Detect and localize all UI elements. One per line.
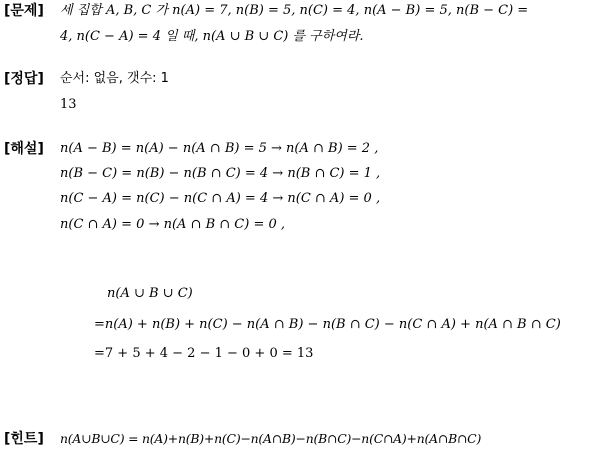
answer-order-count: 순서: 없음, 갯수: 1 xyxy=(60,71,169,86)
problem-line-2: 4, n(C − A) = 4 일 때, n(A ∪ B ∪ C) 를 구하여라. xyxy=(60,29,364,44)
calc-lhs: n(A ∪ B ∪ C) xyxy=(107,286,193,301)
answer-tag: [정답] xyxy=(4,71,44,87)
solution-line-3: n(C − A) = n(C) − n(C ∩ A) = 4 → n(C ∩ A) = 0 , xyxy=(60,191,381,206)
hint-tag: [힌트] xyxy=(4,431,44,447)
solution-line-1: n(A − B) = n(A) − n(A ∩ B) = 5 → n(A ∩ B) = 2 , xyxy=(60,141,379,156)
solution-line-4: n(C ∩ A) = 0 → n(A ∩ B ∩ C) = 0 , xyxy=(60,217,286,232)
problem-tag: [문제] xyxy=(4,3,44,19)
answer-value: 13 xyxy=(60,97,77,112)
hint-formula: n(A∪B∪C) = n(A)+n(B)+n(C)−n(A∩B)−n(B∩C)−n(C∩A)+n(A∩B∩C) xyxy=(60,431,482,446)
solution-line-2: n(B − C) = n(B) − n(B ∩ C) = 4 → n(B ∩ C) = 1 , xyxy=(60,166,381,181)
solution-tag: [해설] xyxy=(4,141,44,157)
calc-result: =7 + 5 + 4 − 2 − 1 − 0 + 0 = 13 xyxy=(94,346,314,361)
problem-line-1: 세 집합 A, B, C 가 n(A) = 7, n(B) = 5, n(C) = 4, n(A − B) = 5, n(B − C) = xyxy=(60,3,529,18)
calc-expansion: =n(A) + n(B) + n(C) − n(A ∩ B) − n(B ∩ C) − n(C ∩ A) + n(A ∩ B ∩ C) xyxy=(94,317,561,332)
